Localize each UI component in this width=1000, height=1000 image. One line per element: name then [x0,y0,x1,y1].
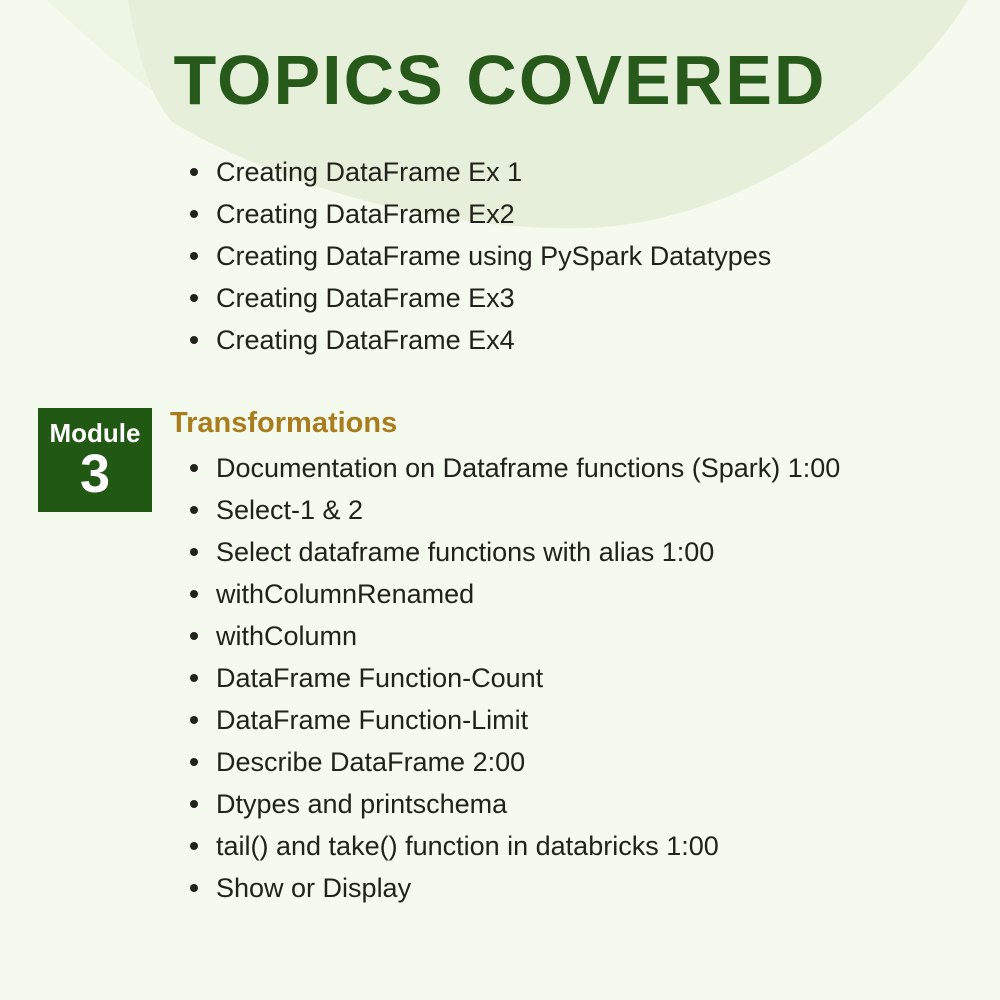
module-label: Module [49,417,141,448]
list-item [190,699,840,741]
list-item [190,657,840,699]
bullet-icon [190,632,198,640]
bullet-icon [190,674,198,682]
topic-text: Show or Display [216,873,412,903]
module-number: 3 [79,444,111,505]
bullet-icon [190,336,198,344]
section-topic-list [190,447,840,909]
list-item [190,867,840,909]
bullet-icon [190,590,198,598]
bullet-icon [190,842,198,850]
list-item [190,319,771,361]
list-item [190,615,840,657]
bullet-icon [190,884,198,892]
list-item [190,825,840,867]
topic-text: Creating DataFrame Ex2 [216,199,515,229]
topic-text: withColumn [216,621,358,651]
topic-text: tail() and take() function in databricks 1:00 [216,831,719,861]
bullet-icon [190,210,198,218]
list-item [190,193,771,235]
bullet-icon [190,252,198,260]
topic-text: Creating DataFrame Ex4 [216,325,515,355]
list-item [190,531,840,573]
topic-text: Describe DataFrame 2:00 [216,747,526,777]
section-heading: Transformations [170,407,398,439]
list-item [190,277,771,319]
intro-topic-list [190,151,771,361]
topic-text: Creating DataFrame Ex 1 [216,157,523,187]
bullet-icon [190,168,198,176]
bullet-icon [190,464,198,472]
bullet-icon [190,294,198,302]
list-item [190,151,771,193]
topic-text: DataFrame Function-Count [216,663,544,693]
topic-text: withColumnRenamed [216,579,475,609]
bullet-icon [190,800,198,808]
topic-text: Documentation on Dataframe functions (Spark) 1:00 [216,453,841,483]
list-item [190,573,840,615]
topic-text: Select-1 & 2 [216,495,364,525]
bullet-icon [190,758,198,766]
topic-text: Dtypes and printschema [216,789,508,819]
topic-text: Creating DataFrame using PySpark Datatypes [216,241,772,271]
page-title: TOPICS COVERED [173,41,827,119]
topic-text: DataFrame Function-Limit [216,705,529,735]
module-badge [38,408,152,512]
list-item [190,783,840,825]
list-item [190,489,840,531]
topic-text: Creating DataFrame Ex3 [216,283,515,313]
bullet-icon [190,548,198,556]
bullet-icon [190,506,198,514]
bullet-icon [190,716,198,724]
list-item [190,447,840,489]
list-item [190,235,771,277]
topic-text: Select dataframe functions with alias 1:00 [216,537,715,567]
list-item [190,741,840,783]
